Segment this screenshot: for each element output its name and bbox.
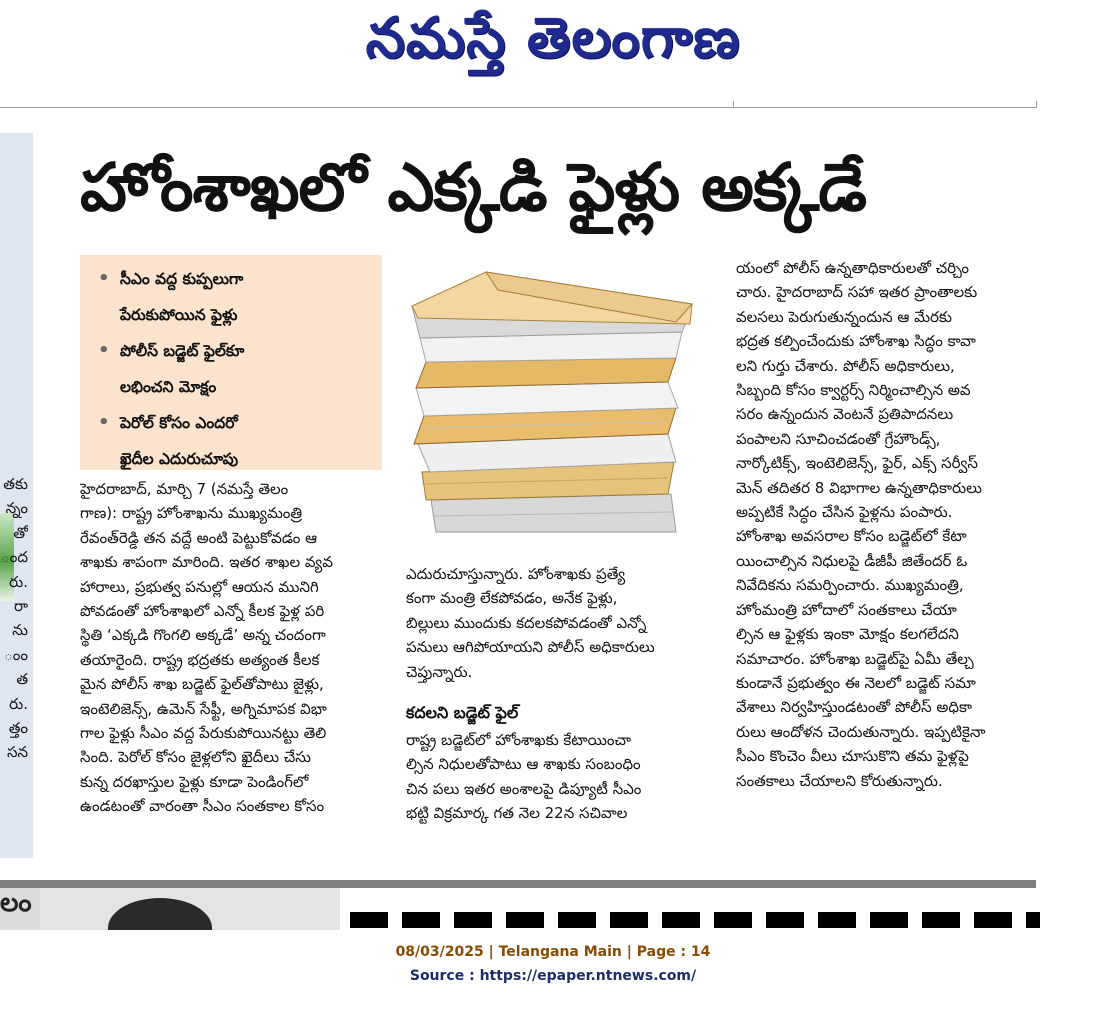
highlight-line: పేరుకుపోయిన ఫైళ్లు	[120, 306, 238, 324]
article-line: గాల ఫైళ్లు సీఎం వద్ద పేరుకుపోయినట్టు తెలి	[80, 724, 327, 743]
next-article-strip	[0, 888, 40, 930]
left-fragment-line: త	[16, 670, 28, 689]
files-photo	[406, 262, 708, 550]
article-line: చెప్తున్నారు.	[406, 662, 473, 681]
next-article-fragment-text: లం	[0, 888, 32, 918]
article-line: చారు. హైదరాబాద్ సహా ఇతర ప్రాంతాలకు	[736, 283, 978, 302]
masthead-rule-tick	[733, 101, 734, 108]
article-line: తయారైంది. రాష్ట్ర భద్రతకు అత్యంత కీలక	[80, 650, 320, 669]
article-line: పంపాలని సూచించడంతో గ్రేహౌండ్స్,	[736, 429, 941, 448]
article-line: రాష్ట్ర బడ్జెట్‌లో హోంశాఖకు కేటాయించా	[406, 731, 632, 750]
article-line: శాఖకు శాపంగా మారింది. ఇతర శాఖల వ్యవ	[80, 553, 333, 572]
article-line: స్థితి ‘ఎక్కడి గొంగలి అక్కడే’ అన్న చందంగా	[80, 626, 326, 645]
left-fragment-line: సన	[6, 743, 28, 762]
file-stack-illustration	[406, 262, 708, 550]
article-line: భట్టి విక్రమార్క గత నెల 22న సచివాల	[406, 804, 628, 823]
bullet-icon: •	[98, 268, 110, 289]
article-line: రులు ఆందోళన చెందుతున్నారు. ఇప్పటికైనా	[736, 722, 986, 741]
article-line: హోంశాఖ అవసరాల కోసం బడ్జెట్‌లో కేటా	[736, 527, 967, 546]
article-line: సీఎం కొంచెం వీలు చూసుకొని తమ ఫైళ్లపై	[736, 747, 969, 766]
article-line: భద్రత కల్పించేందుకు హోంశాఖ సిద్ధం కావా	[736, 332, 976, 351]
highlight-line: ఖైదీల ఎదురుచూపు	[120, 450, 239, 468]
highlight-line: లభించని మోక్షం	[120, 378, 217, 396]
article-line: హైదరాబాద్, మార్చి 7 (నమస్తే తెలం	[80, 480, 289, 498]
highlight-line: సీఎం వద్ద కుప్పలుగా	[120, 270, 244, 288]
article-line: యించాల్సిన నిధులపై డీజీపీ జితేందర్ ఓ	[736, 551, 968, 570]
article-line: ఎదురుచూస్తున్నారు. హోంశాఖకు ప్రత్యే	[406, 565, 626, 583]
article-line: హారాలు, ప్రభుత్వ పనుల్లో ఆయన మునిగి	[80, 577, 319, 596]
article-line: యంలో పోలీస్ ఉన్నతాధికారులతో చర్చిం	[736, 259, 970, 277]
footer-source: Source : https://epaper.ntnews.com/	[409, 968, 697, 984]
section-subheading: కదలని బడ్జెట్ ఫైల్	[406, 703, 519, 723]
article-line: వలసలు పెరుగుతున్నందున ఆ మేరకు	[736, 307, 952, 326]
footer-date-edition: 08/03/2025 | Telangana Main | Page : 14	[395, 944, 711, 960]
article-line: గాణ): రాష్ట్ర హోంశాఖను ముఖ్యమంత్రి	[80, 504, 303, 523]
article-line: మైన పోలీస్ శాఖ బడ్జెట్ ఫైల్‌తోపాటు జైళ్లు,	[80, 675, 324, 694]
left-fragment-line: ంద	[1, 548, 28, 567]
highlights-box	[80, 255, 382, 470]
article-line: ల్సిన ఆ ఫైళ్లకు ఇంకా మోక్షం కలగలేదని	[736, 625, 959, 644]
article-line: సిబ్బంది కోసం క్వార్టర్స్ నిర్మించాల్సిన అవ	[736, 381, 971, 400]
article-line: సమాచారం. హోంశాఖ బడ్జెట్‌పై ఏమీ తేల్చ	[736, 649, 974, 668]
article-line: చిన పలు ఇతర అంశాలపై డిప్యూటీ సీఎం	[406, 779, 642, 798]
masthead-rule-tick-right	[1036, 101, 1037, 108]
next-article-photo	[40, 888, 340, 930]
highlight-item	[98, 261, 382, 333]
left-fragment-line: ంం	[4, 645, 28, 664]
left-fragment-line: త్తం	[8, 719, 28, 738]
section-separator-band	[0, 880, 1036, 888]
left-fragment-line: రు.	[9, 694, 28, 713]
article-line: నివేదికను సమర్పించారు. ముఖ్యమంత్రి,	[736, 576, 964, 595]
left-fragment-line: రు.	[9, 572, 28, 591]
next-article-photo-image	[40, 888, 340, 930]
article-line: కంగా మంత్రి లేకపోవడం, అనేక ఫైళ్లు,	[406, 589, 618, 608]
highlight-item	[98, 333, 382, 405]
masthead-rule	[0, 107, 1036, 108]
article-column-2	[406, 562, 708, 826]
article-line: మెన్ తదితర 8 విభాగాల ఉన్నతాధికారులు	[736, 478, 982, 497]
bullet-icon: •	[98, 412, 110, 433]
article-line: సంతకాలు చేయాలని కోరుతున్నారు.	[736, 771, 943, 790]
left-fragment-line: న్నం	[5, 499, 28, 518]
article-line: ఉండటంతో వారంతా సీఎం సంతకాల కోసం	[80, 797, 325, 816]
masthead	[0, 0, 1106, 80]
left-fragment-line: రా	[13, 597, 28, 616]
left-fragment-line: తో	[13, 523, 28, 542]
article-line: కుండానే ప్రభుత్వం ఈ నెలలో బడ్జెట్ సమా	[736, 673, 976, 692]
left-fragment-line: ను	[12, 621, 28, 640]
article-line: పనులు ఆగిపోయాయని పోలీస్ అధికారులు	[406, 638, 655, 657]
article-line: అప్పటికే సిద్ధం చేసిన ఫైళ్లను పంపారు.	[736, 503, 953, 522]
article-line: కున్న దరఖాస్తుల ఫైళ్లు కూడా పెండింగ్‌లో	[80, 772, 309, 791]
article-line: బిల్లులు ముందుకు కదలకపోవడంతో ఎన్నో	[406, 613, 647, 632]
left-fragment-line: తకు	[3, 475, 28, 493]
article-column-1	[80, 477, 382, 819]
article-line: రేవంత్‌రెడ్డి తన వద్దే అంటి పెట్టుకోవడం ఆ	[80, 528, 318, 547]
article-line: పోవడంతో హోంశాఖలో ఎన్నో కీలక ఫైళ్ల పరి	[80, 602, 325, 621]
article-line: సరం ఉన్నందున వెంటనే ప్రతిపాదనలు	[736, 405, 954, 424]
article-line: ల్సిన నిధులతోపాటు ఆ శాఖకు సంబంధిం	[406, 755, 641, 774]
bullet-icon: •	[98, 340, 110, 361]
article-line: సింది. పెరోల్ కోసం జైళ్లలోని ఖైదీలు చేసు	[80, 748, 311, 767]
article-line: నార్కోటిక్స్, ఇంటెలిజెన్స్, ఫైర్, ఎక్స్ సర్వీస్	[736, 454, 978, 473]
highlight-item	[98, 405, 382, 477]
article-line: హోంమంత్రి హోదాలో సంతకాలు చేయా	[736, 600, 957, 619]
article-line: వేశాలు నిర్వహిస్తుండటంతో పోలీస్ అధికా	[736, 698, 972, 717]
article-headline: హోంశాఖలో ఎక్కడి ఫైళ్లు అక్కడే	[80, 149, 867, 226]
highlight-line: పెరోల్ కోసం ఎందరో	[120, 414, 238, 432]
article-line: లని గుర్తు చేశారు. పోలీస్ అధికారులు,	[736, 356, 955, 375]
highlight-line: పోలీస్ బడ్జెట్ ఫైల్‌కూ	[120, 342, 245, 360]
masthead-logo: నమస్తే తెలంగాణ	[365, 6, 741, 71]
left-column-fragment	[0, 472, 28, 765]
page-footer	[0, 940, 1106, 988]
next-article-headline-cutoff	[350, 900, 1040, 930]
article-line: ఇంటెలిజెన్స్, ఉమెన్ సేఫ్టీ, అగ్నిమాపక విభా	[80, 699, 327, 718]
article-column-3	[736, 256, 1038, 793]
